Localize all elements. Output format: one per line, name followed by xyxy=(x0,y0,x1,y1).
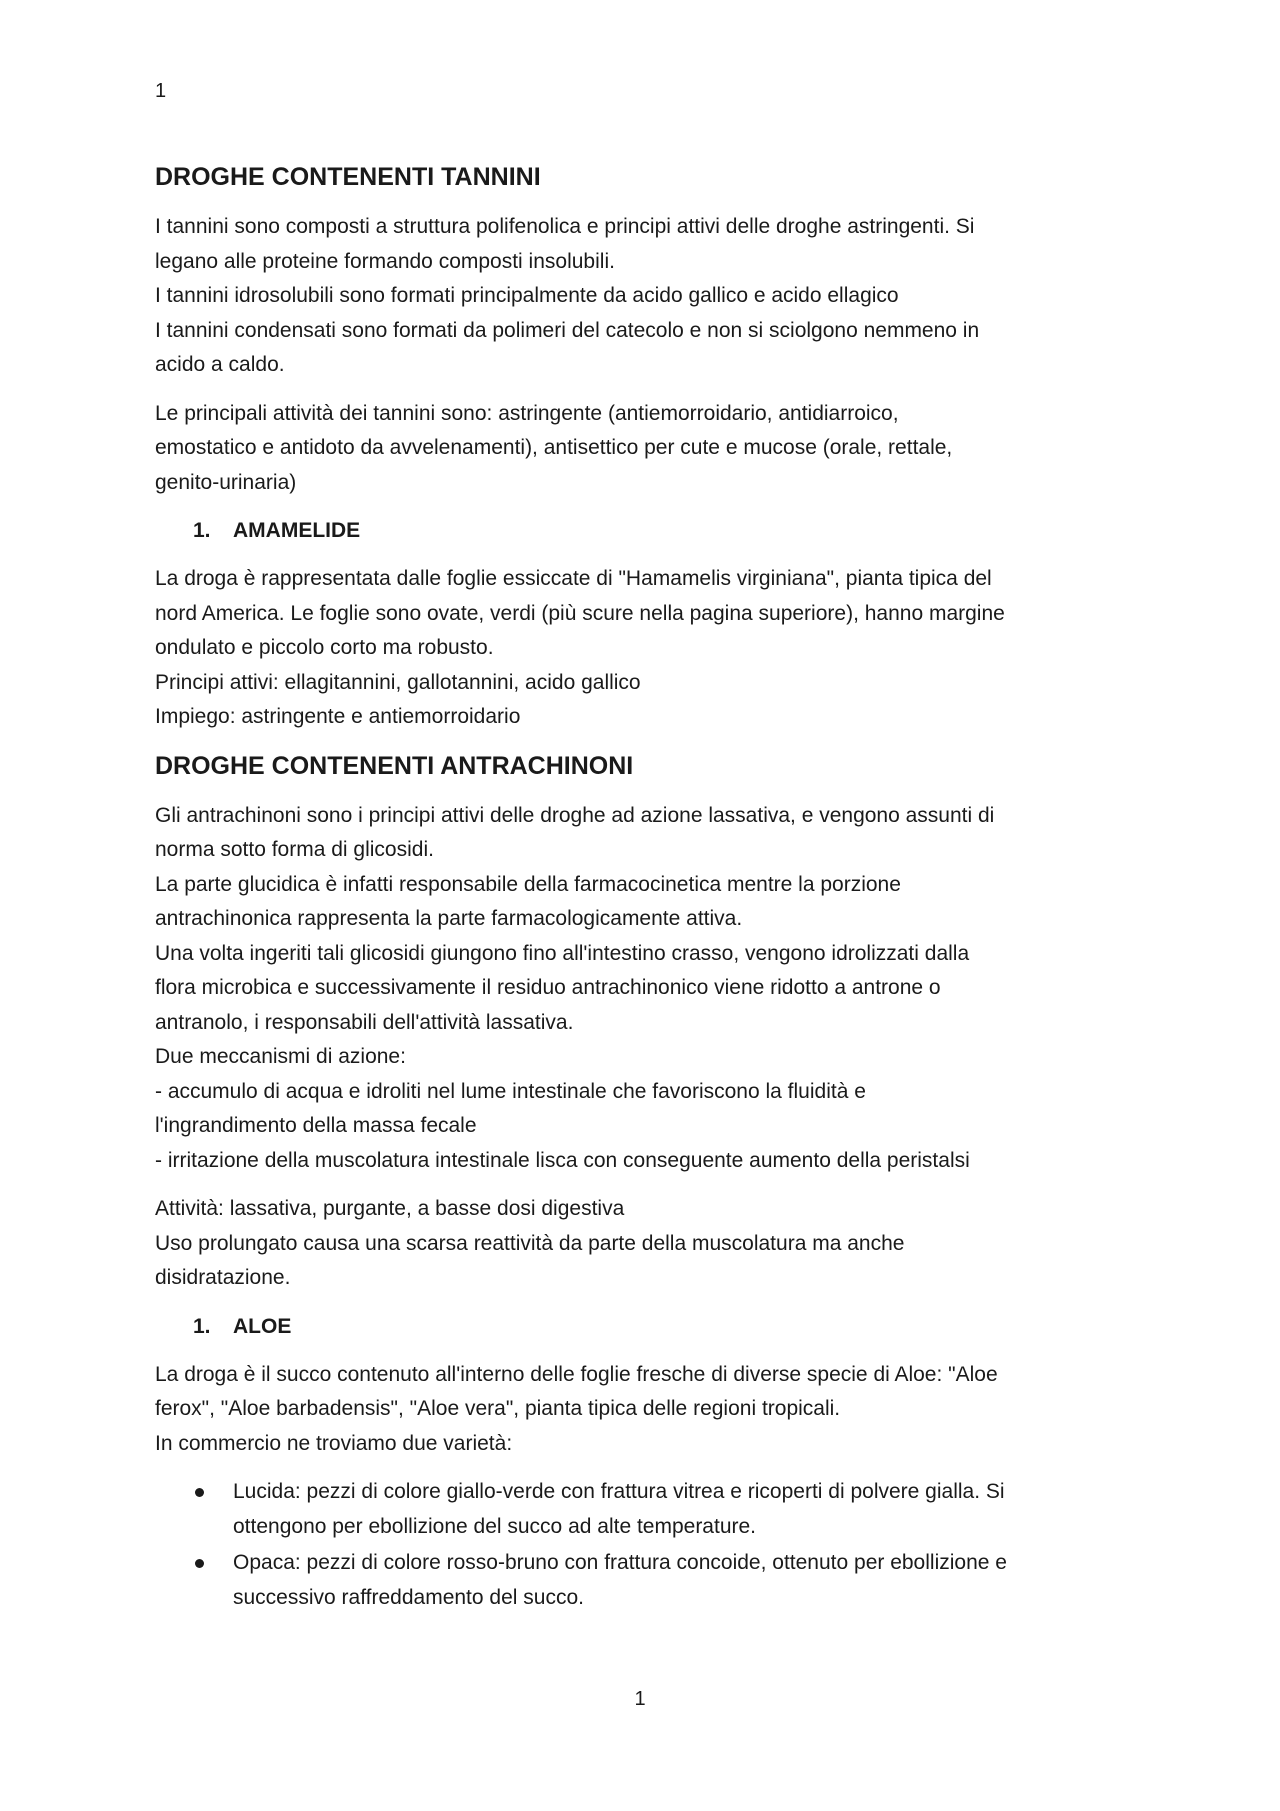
page-number-footer: 1 xyxy=(634,1688,646,1710)
text-line: flora microbica e successivamente il residuo antrachinonico viene ridotto a antrone o xyxy=(155,976,941,999)
paragraph xyxy=(155,562,1135,735)
text-line: - accumulo di acqua e idroliti nel lume intestinale che favoriscono la fluidità e xyxy=(155,1079,866,1103)
section-title-antrachinoni: DROGHE CONTENENTI ANTRACHINONI xyxy=(155,751,634,780)
bullet-icon xyxy=(195,1559,204,1568)
text-line: Principi attivi: ellagitannini, gallotannini, acido gallico xyxy=(155,670,641,694)
text-line: I tannini idrosolubili sono formati principalmente da acido gallico e acido ellagico xyxy=(155,284,899,307)
list-number: 1. xyxy=(193,1314,211,1338)
text-line: Uso prolungato causa una scarsa reattività da parte della muscolatura ma anche xyxy=(155,1231,905,1255)
page-number-header: 1 xyxy=(155,80,167,102)
text-line: Attività: lassativa, purgante, a basse dosi digestiva xyxy=(155,1197,625,1220)
text-line: Opaca: pezzi di colore rosso-bruno con frattura concoide, ottenuto per ebollizione e xyxy=(233,1551,1007,1574)
subsection-title: ALOE xyxy=(233,1314,292,1338)
text-line: legano alle proteine formando composti insolubili. xyxy=(155,249,615,273)
subsection-heading-amamelide xyxy=(155,514,1135,548)
paragraph xyxy=(155,799,1135,1179)
list-number: 1. xyxy=(193,519,211,542)
paragraph xyxy=(155,210,1135,383)
paragraph xyxy=(155,1192,1135,1296)
text-line: genito-urinaria) xyxy=(155,470,297,494)
text-line: Una volta ingeriti tali glicosidi giungono fino all'intestino crasso, vengono idrolizzati dalla xyxy=(155,941,970,965)
subsection-title: AMAMELIDE xyxy=(233,519,361,542)
text-line: I tannini sono composti a struttura polifenolica e principi attivi delle droghe astringenti. Si xyxy=(155,215,975,238)
section-title-tannini: DROGHE CONTENENTI TANNINI xyxy=(155,163,541,191)
list-item xyxy=(155,1475,1135,1544)
text-line: ferox", "Aloe barbadensis", "Aloe vera", pianta tipica delle regioni tropicali. xyxy=(155,1397,841,1420)
text-line: emostatico e antidoto da avvelenamenti), antisettico per cute e mucose (orale, rettale, xyxy=(155,436,953,459)
text-line: Le principali attività dei tannini sono: astringente (antiemorroidario, antidiarroico, xyxy=(155,401,899,425)
text-line: antrachinonica rappresenta la parte farmacologicamente attiva. xyxy=(155,907,743,930)
text-line: Due meccanismi di azione: xyxy=(155,1045,406,1068)
text-line: In commercio ne troviamo due varietà: xyxy=(155,1431,513,1455)
text-line: ottengono per ebollizione del succo ad alte temperature. xyxy=(233,1514,757,1538)
text-line: La parte glucidica è infatti responsabile della farmacocinetica mentre la porzione xyxy=(155,872,901,896)
text-line: acido a caldo. xyxy=(155,353,285,376)
text-line: nord America. Le foglie sono ovate, verdi (più scure nella pagina superiore), hanno margine xyxy=(155,601,1005,625)
text-line: norma sotto forma di glicosidi. xyxy=(155,838,434,861)
text-line: Gli antrachinoni sono i principi attivi delle droghe ad azione lassativa, e vengono assunti di xyxy=(155,803,995,827)
subsection-heading-aloe xyxy=(155,1310,1135,1344)
bullet-icon xyxy=(195,1488,204,1497)
text-line: I tannini condensati sono formati da polimeri del catecolo e non si sciolgono nemmeno in xyxy=(155,318,980,342)
text-line: successivo raffreddamento del succo. xyxy=(233,1585,584,1609)
paragraph xyxy=(155,1358,1135,1462)
text-line: - irritazione della muscolatura intestinale lisca con conseguente aumento della peristalsi xyxy=(155,1148,970,1172)
text-line: La droga è rappresentata dalle foglie essiccate di "Hamamelis virginiana", pianta tipica del xyxy=(155,567,992,590)
text-line: l'ingrandimento della massa fecale xyxy=(155,1114,477,1137)
paragraph xyxy=(155,397,1135,501)
list-item xyxy=(155,1546,1135,1615)
document-body xyxy=(155,160,1135,1617)
text-line: La droga è il succo contenuto all'interno delle foglie fresche di diverse specie di Aloe: "Aloe xyxy=(155,1362,998,1386)
bullet-list xyxy=(155,1475,1135,1615)
text-line: disidratazione. xyxy=(155,1266,291,1289)
text-line: Impiego: astringente e antiemorroidario xyxy=(155,705,521,728)
text-line: antranolo, i responsabili dell'attività lassativa. xyxy=(155,1010,574,1034)
text-line: Lucida: pezzi di colore giallo-verde con frattura vitrea e ricoperti di polvere gialla. Si xyxy=(233,1480,1005,1503)
text-line: ondulato e piccolo corto ma robusto. xyxy=(155,636,494,659)
